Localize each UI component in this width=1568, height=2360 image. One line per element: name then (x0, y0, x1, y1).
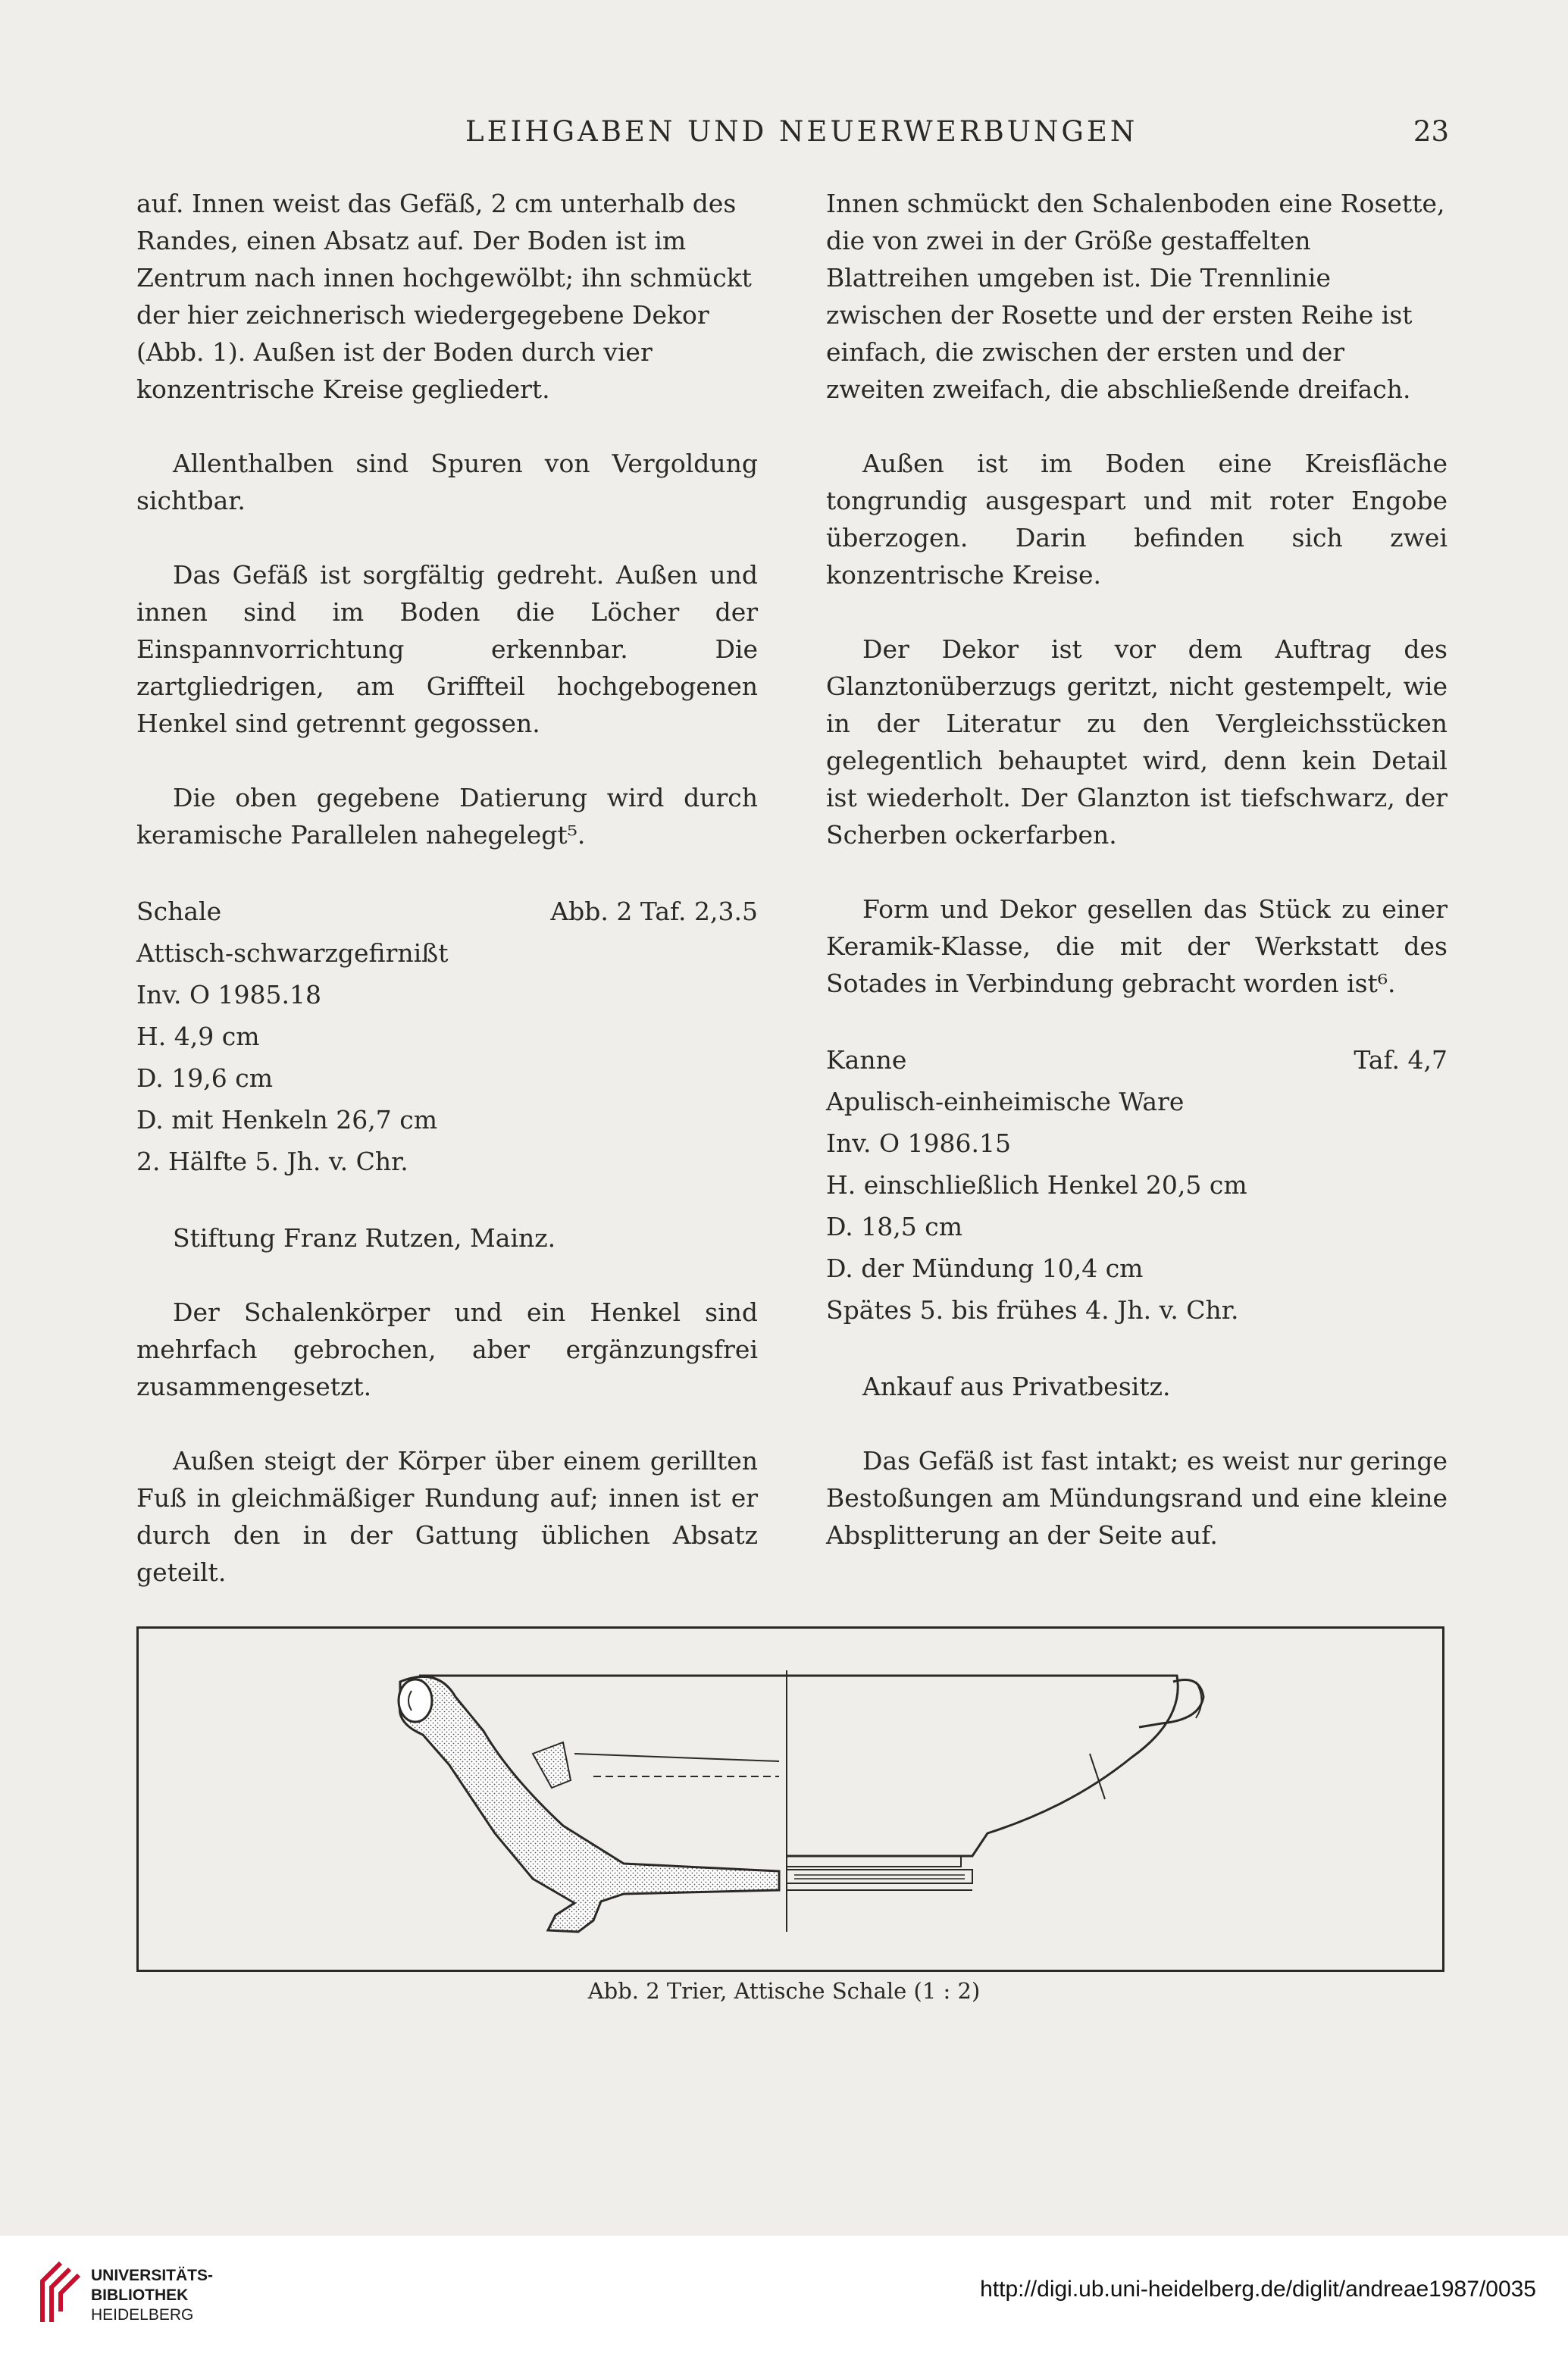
running-header (135, 115, 1449, 161)
entry-diameter-handles: D. mit Henkeln 26,7 cm (136, 1105, 437, 1135)
library-name-line: BIBLIOTHEK (91, 2286, 189, 2304)
paragraph: Stiftung Franz Rutzen, Mainz. (173, 1223, 556, 1253)
library-name (91, 2266, 213, 2325)
page-number: 23 (1413, 115, 1449, 148)
entry-date: Spätes 5. bis frühes 4. Jh. v. Chr. (826, 1295, 1239, 1325)
entry-height: H. einschließlich Henkel 20,5 cm (826, 1170, 1247, 1200)
paragraph: Allenthalben sind Spuren von Vergoldung sichtbar. (136, 449, 758, 515)
library-name-line: UNIVERSITÄTS- (91, 2267, 214, 2284)
library-name-line: HEIDELBERG (91, 2306, 194, 2324)
entry-diameter: D. 18,5 cm (826, 1212, 963, 1241)
entry-diameter-mouth: D. der Mündung 10,4 cm (826, 1254, 1144, 1283)
paragraph: Außen steigt der Körper über einem gerillten Fuß in gleichmäßiger Rundung auf; innen ist er durch den in der Gattung üblichen Absatz geteilt. (136, 1446, 758, 1587)
source-url-link[interactable]: http://digi.ub.uni-heidelberg.de/diglit/andreae1987/0035 (980, 2277, 1536, 2302)
entry-inventory: Inv. O 1986.15 (826, 1128, 1012, 1158)
library-logo-icon (38, 2258, 80, 2327)
entry-ware: Attisch-schwarzgefirnißt (136, 938, 449, 968)
left-column (136, 185, 758, 1628)
entry-ware: Apulisch-einheimische Ware (826, 1087, 1185, 1116)
paragraph: Innen schmückt den Schalenboden eine Rosette, die von zwei in der Größe gestaffelten Blattreihen umgeben ist. Die Trennlinie zwischen der Rosette und der ersten Reihe ist einfach, die zwischen der ersten und der zweiten zweifach, die abschließende dreifach. (826, 189, 1445, 404)
cup-section-left (399, 1676, 779, 1932)
entry-refs: Abb. 2 Taf. 2,3.5 (550, 897, 758, 926)
library-footer (0, 2236, 1568, 2360)
paragraph: Die oben gegebene Datierung wird durch keramische Parallelen nahegelegt⁵. (136, 783, 758, 850)
paragraph: Das Gefäß ist sorgfältig gedreht. Außen und innen sind im Boden die Löcher der Einspannvorrichtung erkennbar. Die zartgliedrigen, am Griffteil hochgebogenen Henkel sind getrennt gegossen. (136, 560, 758, 738)
entry-name: Kanne (826, 1045, 907, 1075)
right-column (826, 185, 1448, 1591)
library-logo (38, 2258, 80, 2330)
header-title: LEIHGABEN UND NEUERWERBUNGEN (465, 115, 1138, 148)
paragraph: Außen ist im Boden eine Kreisfläche tongrundig ausgespart und mit roter Engobe überzogen. Darin befinden sich zwei konzentrische Kreise. (826, 449, 1448, 590)
cup-profile-drawing (139, 1629, 1442, 1970)
paragraph: Der Dekor ist vor dem Auftrag des Glanztonüberzugs geritzt, nicht gestempelt, wie in der Literatur zu den Vergleichsstücken gelegentlich behauptet wird, denn kein Detail ist wiederholt. Der Glanzton ist tiefschwarz, der Scherben ockerfarben. (826, 634, 1448, 850)
entry-height: H. 4,9 cm (136, 1022, 260, 1051)
paragraph: Das Gefäß ist fast intakt; es weist nur geringe Bestoßungen am Mündungsrand und eine kleine Absplitterung an der Seite auf. (826, 1446, 1448, 1550)
paragraph: auf. Innen weist das Gefäß, 2 cm unterhalb des Randes, einen Absatz auf. Der Boden ist im Zentrum nach innen hochgewölbt; ihn schmückt der hier zeichnerisch wiedergegebene Dekor (Abb. 1). Außen ist der Boden durch vier konzentrische Kreise gegliedert. (136, 189, 752, 404)
entry-diameter: D. 19,6 cm (136, 1063, 274, 1093)
entry-name: Schale (136, 897, 222, 926)
paragraph: Der Schalenkörper und ein Henkel sind mehrfach gebrochen, aber ergänzungsfrei zusammengesetzt. (136, 1297, 758, 1401)
catalog-entry-schale (136, 890, 758, 1182)
entry-inventory: Inv. O 1985.18 (136, 980, 322, 1009)
paragraph: Ankauf aus Privatbesitz. (862, 1372, 1171, 1401)
figure-cup-profile-drawing (136, 1626, 1444, 1972)
paragraph: Form und Dekor gesellen das Stück zu einer Keramik-Klasse, die mit der Werkstatt des Sotades in Verbindung gebracht worden ist⁶. (826, 894, 1448, 998)
catalog-entry-kanne (826, 1039, 1448, 1331)
cup-outline-right (787, 1676, 1203, 1890)
figure-caption: Abb. 2 Trier, Attische Schale (1 : 2) (587, 1978, 981, 2004)
entry-date: 2. Hälfte 5. Jh. v. Chr. (136, 1147, 408, 1176)
entry-refs: Taf. 4,7 (1354, 1045, 1448, 1075)
